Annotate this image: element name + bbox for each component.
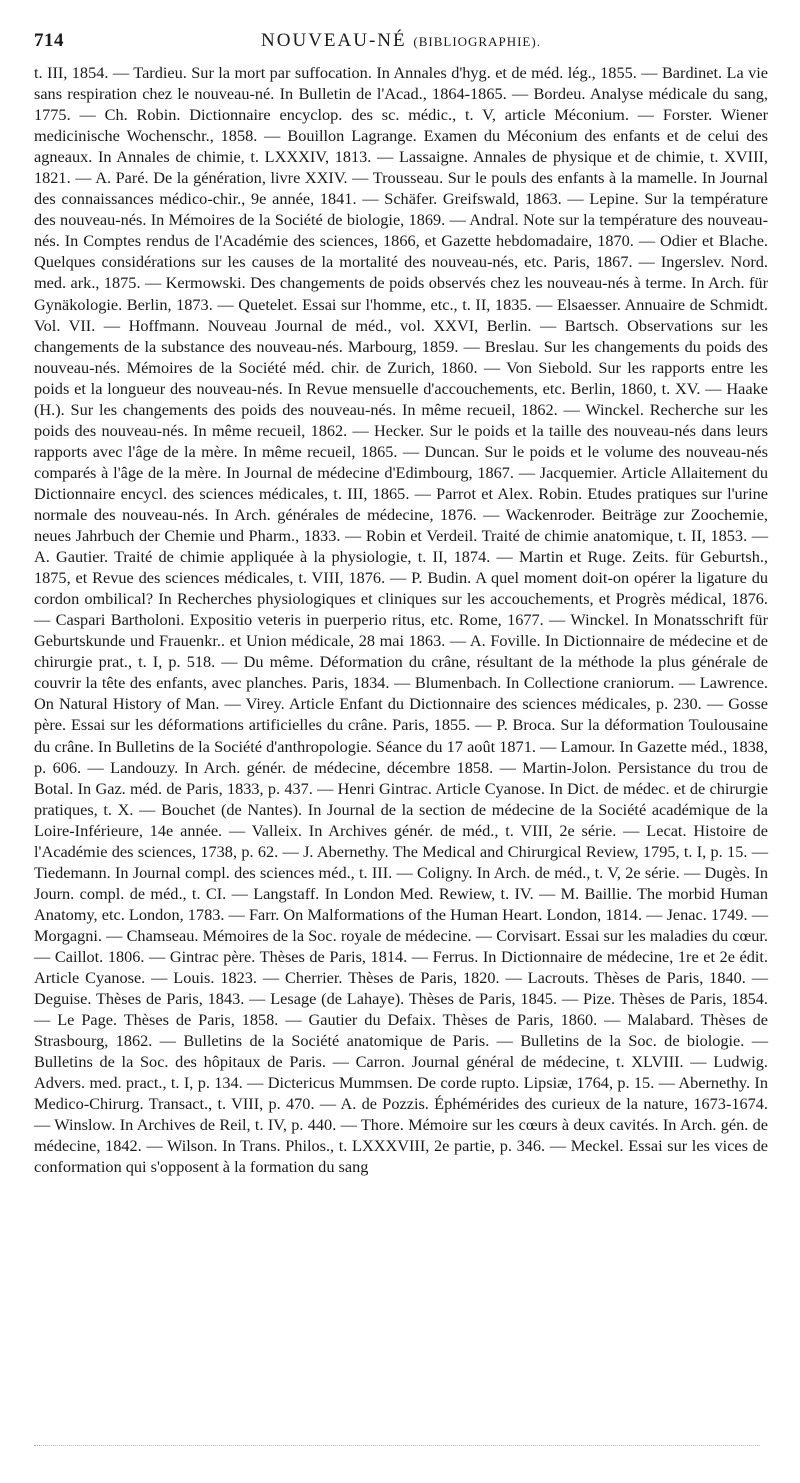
running-title: NOUVEAU-NÉ [261,30,407,51]
page-header [34,30,768,56]
running-head [144,30,658,52]
running-subtitle: (BIBLIOGRAPHIE). [413,34,541,49]
bibliography-text: t. III, 1854. — Tardieu. Sur la mort par suffocation. In Annales d'hyg. et de méd. lég., 1855. — Bardinet. La vie sans respiration chez le nouveau-né. In Bulletin de l'Acad., 1864-1865. — Bordeu. Analyse médicale du sang, 1775. — Ch. Robin. Dictionnaire encyclop. des sc. médic., t. V, article Méconium. — Forster. Wiener medicinische Wochenschr., 1858. — Bouillon Lagrange. Examen du Méconium des enfants et de celui des agneaux. In Annales de chimie, t. LXXXIV, 1813. — Lassaigne. Annales de physique et de chimie, t. XVIII, 1821. — A. Paré. De la génération, livre XXIV. — Trousseau. Sur le pouls des enfants à la mamelle. In Journal des connaissances médico-chir., 9e année, 1841. — Schäfer. Greifswald, 1863. — Lepine. Sur la température des nouveau-nés. In Mémoires de la Société de biologie, 1869. — Andral. Note sur la température des nouveau-nés. In Comptes rendus de l'Académie des sciences, 1866, et Gazette hebdomadaire, 1870. — Odier et Blache. Quelques considérations sur les causes de la mortalité des nouveau-nés, etc. Paris, 1867. — Ingerslev. Nord. med. ark., 1875. — Kermowski. Des changements de poids observés chez les nouveau-nés à terme. In Arch. für Gynäkologie. Berlin, 1873. — Quetelet. Essai sur l'homme, etc., t. II, 1835. — Elsaesser. Annuaire de Schmidt. Vol. VII. — Hoffmann. Nouveau Journal de méd., vol. XXVI, Berlin. — Bartsch. Observations sur les changements de la substance des nouveau-nés. Marbourg, 1859. — Breslau. Sur les changements du poids des nouveau-nés. Mémoires de la Société méd. chir. de Zurich, 1860. — Von Siebold. Sur les rapports entre les poids et la longueur des nouveau-nés. In Revue mensuelle d'accouchements, etc. Berlin, 1860, t. XV. — Haake (H.). Sur les changements des poids des nouveau-nés. In même recueil, 1862. — Winckel. Recherche sur les poids des nouveau-nés. In même recueil, 1862. — Hecker. Sur le poids et la taille des nouveau-nés dans leurs rapports avec l'âge de la mère. In même recueil, 1865. — Duncan. Sur le poids et le volume des nouveau-nés comparés à l'âge de la mère. In Journal de médecine d'Edimbourg, 1867. — Jacquemier. Article Allaitement du Dictionnaire encycl. des sciences médicales, t. III, 1865. — Parrot et Alex. Robin. Etudes pratiques sur l'urine normale des nouveau-nés. In Arch. générales de médecine, 1876. — Wackenroder. Beiträge zur Zoochemie, neues Jahrbuch der Chemie und Pharm., 1833. — Robin et Verdeil. Traité de chimie anatomique, t. II, 1853. — A. Gautier. Traité de chimie appliquée à la physiologie, t. II, 1874. — Martin et Ruge. Zeits. für Geburtsh., 1875, et Revue des sciences médicales, t. VIII, 1876. — P. Budin. A quel moment doit-on opérer la ligature du cordon ombilical? In Recherches physiologiques et cliniques sur les accouchements, et Progrès médical, 1876. — Caspari Bartholoni. Expositio veteris in puerperio ritus, etc. Rome, 1677. — Winckel. In Monatsschrift für Geburtskunde und Frauenkr.. et Union médicale, 28 mai 1863. — A. Foville. In Dictionnaire de médecine et de chirurgie prat., t. I, p. 518. — Du même. Déformation du crâne, résultant de la méthode la plus générale de couvrir la tête des enfants, avec planches. Paris, 1834. — Blumenbach. In Collectione craniorum. — Lawrence. On Natural History of Man. — Virey. Article Enfant du Dictionnaire des sciences médicales, p. 230. — Gosse père. Essai sur les déformations artificielles du crâne. Paris, 1855. — P. Broca. Sur la déformation Toulousaine du crâne. In Bulletins de la Société d'anthropologie. Séance du 17 août 1871. — Lamour. In Gazette méd., 1838, p. 606. — Landouzy. In Arch. génér. de médecine, décembre 1858. — Martin-Jolon. Persistance du trou de Botal. In Gaz. méd. de Paris, 1833, p. 437. — Henri Gintrac. Article Cyanose. In Dict. de médec. et de chirurgie pratiques, t. X. — Bouchet (de Nantes). In Journal de la section de médecine de la Société académique de la Loire-Inférieure, 14e année. — Valleix. In Archives génér. de méd., t. VIII, 2e série. — Lecat. Histoire de l'Académie des sciences, 1738, p. 62. — J. Abernethy. The Medical and Chirurgical Review, 1795, t. I, p. 15. — Tiedemann. In Journal compl. des sciences méd., t. III. — Coligny. In Arch. de méd., t. V, 2e série. — Dugès. In Journ. compl. de méd., t. CI. — Langstaff. In London Med. Rewiew, t. IV. — M. Baillie. The morbid Human Anatomy, etc. London, 1783. — Farr. On Malformations of the Human Heart. London, 1814. — Jenac. 1749. — Morgagni. — Chamseau. Mémoires de la Soc. royale de médecine. — Corvisart. Essai sur les maladies du cœur. — Caillot. 1806. — Gintrac père. Thèses de Paris, 1814. — Ferrus. In Dictionnaire de médecine, 1re et 2e édit. Article Cyanose. — Louis. 1823. — Cherrier. Thèses de Paris, 1820. — Lacrouts. Thèses de Paris, 1840. — Deguise. Thèses de Paris, 1843. — Lesage (de Lahaye). Thèses de Paris, 1845. — Pize. Thèses de Paris, 1854. — Le Page. Thèses de Paris, 1858. — Gautier du Defaix. Thèses de Paris, 1860. — Malabard. Thèses de Strasbourg, 1862. — Bulletins de la Société anatomique de Paris. — Bulletins de la Soc. de biologie. — Bulletins de la Soc. des hôpitaux de Paris. — Carron. Journal général de médecine, t. XLVIII. — Ludwig. Advers. med. pract., t. I, p. 134. — Dictericus Mummsen. De corde rupto. Lipsiæ, 1764, p. 15. — Abernethy. In Medico-Chirurg. Transact., t. VIII, p. 470. — A. de Pozzis. Éphémérides des curieux de la nature, 1673-1674. — Winslow. In Archives de Reil, t. IV, p. 440. — Thore. Mémoire sur les cœurs à deux cavités. In Arch. gén. de médecine, 1842. — Wilson. In Trans. Philos., t. LXXXVIII, 2e partie, p. 346. — Meckel. Essai sur les vices de conformation qui s'opposent à la formation du sang [34,63,768,1177]
page-number: 714 [34,30,64,51]
footer-rule [34,1445,760,1446]
